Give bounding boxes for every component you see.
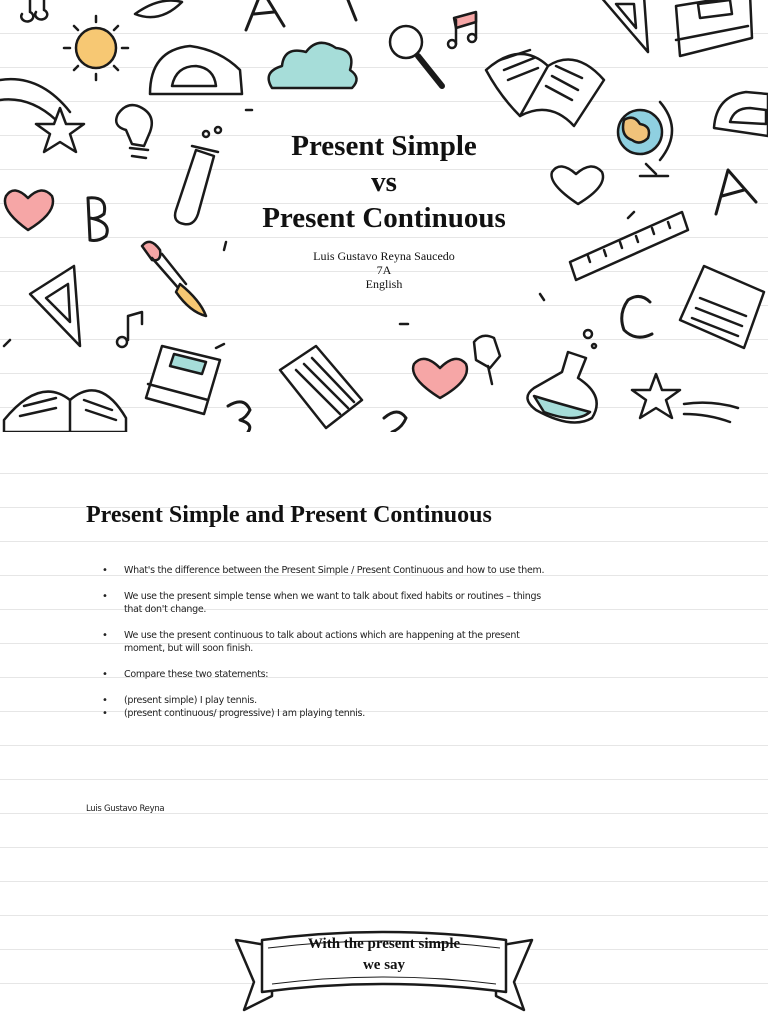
small-note-icon <box>128 312 142 340</box>
magnifier-icon <box>390 26 442 86</box>
heart-bottom-icon <box>413 359 467 398</box>
lightbulb-icon <box>116 105 152 158</box>
letter-a-icon <box>246 0 284 30</box>
star-icon <box>632 374 738 422</box>
letter-b-icon <box>88 198 107 241</box>
heart-outline-icon <box>552 166 603 204</box>
list-item: • (present simple) I play tennis. <box>100 694 560 707</box>
ruler-icon <box>570 212 688 280</box>
banner-line-2: we say <box>362 957 406 973</box>
list-item: • (present continuous/ progressive) I am playing tennis. <box>100 707 560 720</box>
footer-author: Luis Gustavo Reyna <box>86 804 165 814</box>
number-2-icon <box>384 412 406 432</box>
heart-icon <box>5 190 53 230</box>
triangle-ruler-left-icon <box>30 266 80 346</box>
open-book-bottom-icon <box>4 390 126 432</box>
list-item: • We use the present simple tense when we want to talk about fixed habits or routines – things that don't change. <box>100 590 560 616</box>
sun-icon <box>64 16 128 80</box>
slide-heading: Present Simple and Present Continuous <box>86 502 492 528</box>
title-line-2: vs <box>371 166 397 198</box>
book-bottom-icon <box>146 344 224 414</box>
music-note-icon <box>21 0 47 21</box>
flask-icon <box>527 352 596 423</box>
letter-a-right-icon <box>716 170 756 214</box>
subject-label: English <box>365 277 403 291</box>
slide-gap <box>0 432 768 460</box>
cloud-icon <box>269 43 357 88</box>
letter-c-icon <box>622 296 652 337</box>
music-note-pink-icon <box>448 12 476 48</box>
document-bottom-icon <box>280 346 362 428</box>
open-book-icon <box>486 50 604 126</box>
content-slide <box>0 460 768 1024</box>
document-icon <box>680 266 764 348</box>
paintbrush-icon <box>142 242 206 316</box>
triangle-ruler-icon <box>600 0 648 52</box>
pushpin-icon <box>474 336 500 384</box>
leaf-icon <box>135 1 182 18</box>
globe-icon <box>618 102 672 176</box>
protractor-right-icon <box>714 92 768 136</box>
title-line-1: Present Simple <box>291 130 477 162</box>
title-line-3: Present Continuous <box>262 202 506 234</box>
title-block <box>230 128 538 291</box>
list-item: • Compare these two statements: <box>100 668 560 681</box>
banner-text <box>272 934 496 976</box>
test-tube-icon <box>175 127 221 224</box>
list-item: • We use the present continuous to talk about actions which are happening at the present moment, but will soon finish. <box>100 629 560 655</box>
number-3-icon <box>228 402 250 432</box>
banner-line-1: With the present simple <box>307 936 461 952</box>
bullet-list <box>100 564 560 720</box>
closed-book-icon <box>676 0 752 56</box>
shooting-star-icon <box>0 79 84 152</box>
group-label: 7A <box>376 263 392 277</box>
protractor-icon <box>150 46 242 94</box>
subtitle-block <box>230 249 538 291</box>
author-name: Luis Gustavo Reyna Saucedo <box>313 249 455 263</box>
title-slide <box>0 0 768 432</box>
list-item: • What's the difference between the Present Simple / Present Continuous and how to use them. <box>100 564 560 577</box>
